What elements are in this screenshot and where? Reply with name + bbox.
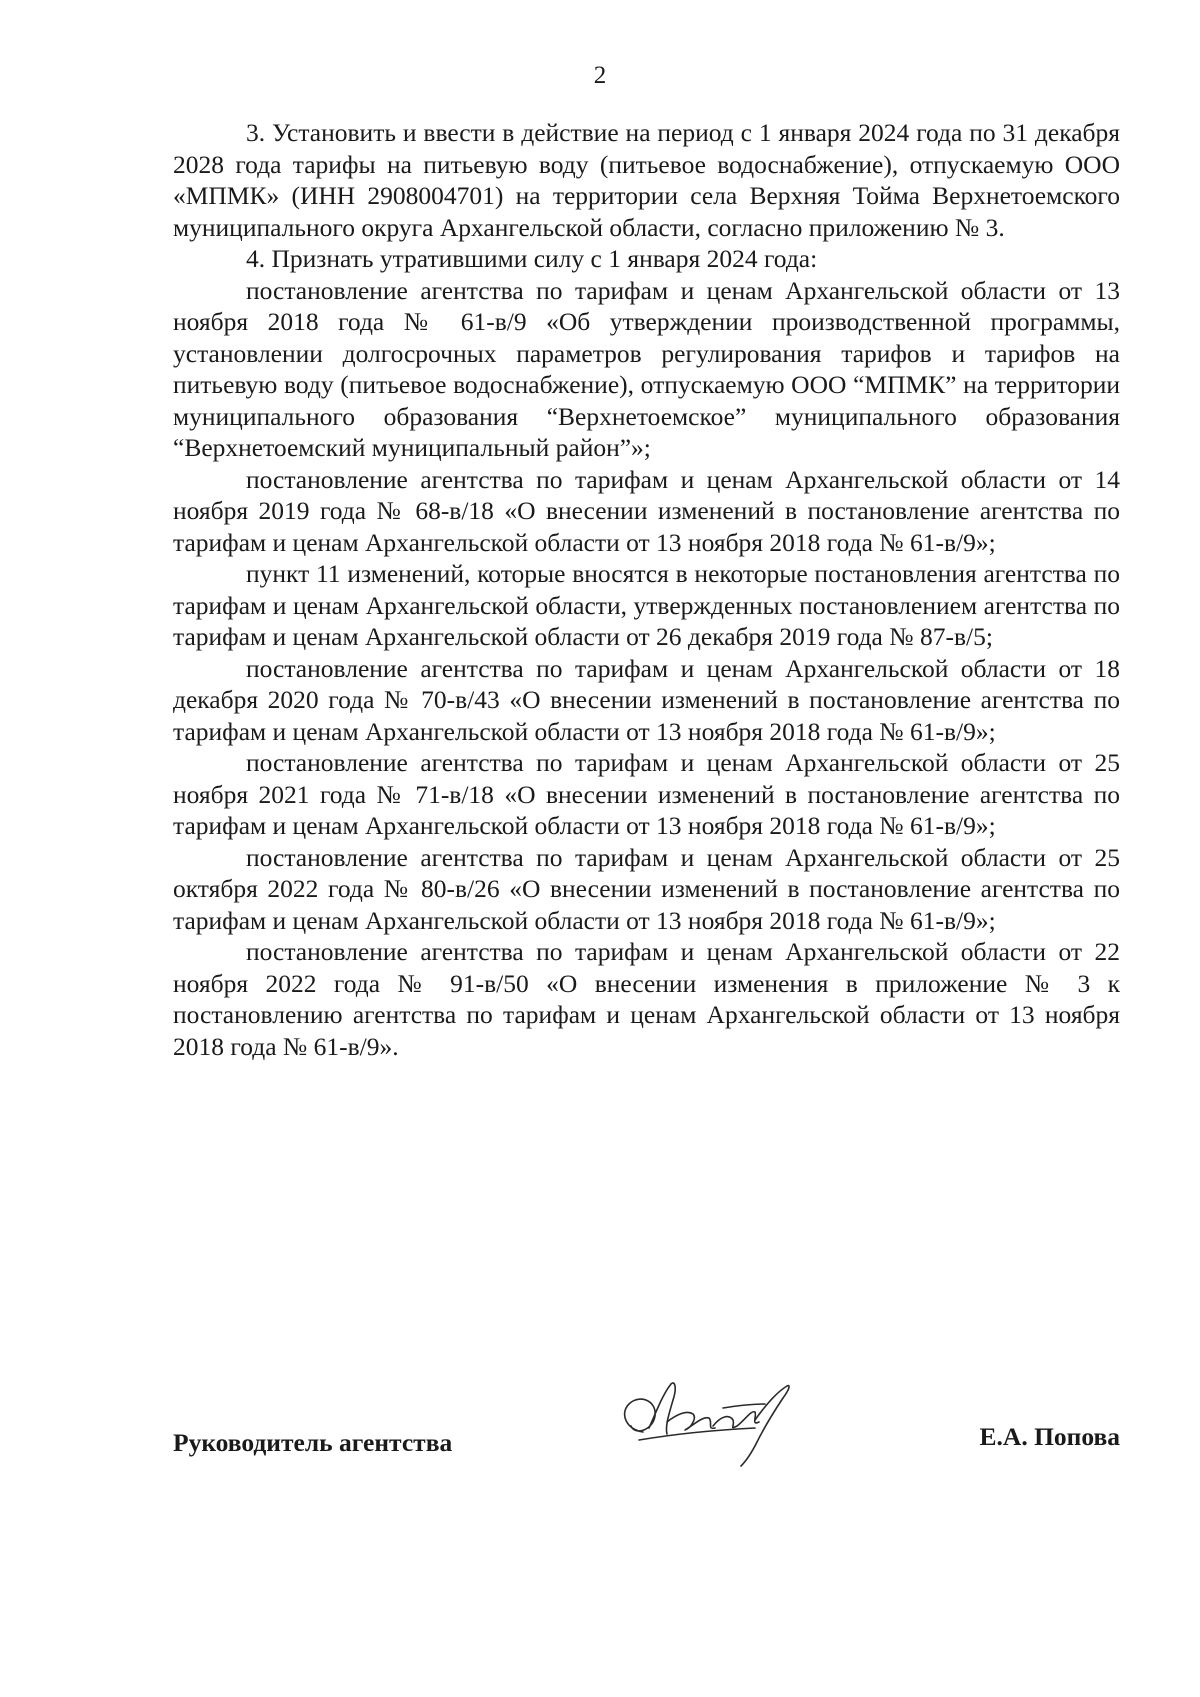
paragraph-item-4: 4. Признать утратившими силу с 1 января 2024 года:	[246, 244, 818, 273]
repealed-act-7: постановление агентства по тарифам и ценам Архангельской области от 22 ноября 2022 года № 91-в/50 «О внесении изменения в приложение № 3 к постановлению агентства по тарифам и ценам Архангельской области от 13 ноября 2018 года № 61-в/9».	[173, 937, 1120, 1061]
signatory-name: Е.А. Попова	[979, 1422, 1120, 1451]
repealed-act-5: постановление агентства по тарифам и ценам Архангельской области от 25 ноября 2021 года № 71-в/18 «О внесении изменений в постановление агентства по тарифам и ценам Архангельской области от 13 ноября 2018 года № 61-в/9»;	[173, 748, 1120, 840]
repealed-act-1: постановление агентства по тарифам и ценам Архангельской области от 13 ноября 2018 года № 61-в/9 «Об утверждении производственной программы, установлении долгосрочных параметров регулирования тарифов и тарифов на питьевую воду (питьевое водоснабжение), отпускаемую ООО “МПМК” на территории муниципального образования “Верхнетоемское” муниципального образования “Верхнетоемский муниципальный район”»;	[173, 275, 1120, 462]
paragraph-item-3: 3. Установить и ввести в действие на период с 1 января 2024 года по 31 декабря 2028 года тарифы на питьевую воду (питьевое водоснабжение), отпускаемую ООО «МПМК» (ИНН 2908004701) на территории села Верхняя Тойма Верхнетоемского муниципального округа Архангельской области, согласно приложению № 3.	[173, 118, 1120, 242]
repealed-act-3: пункт 11 изменений, которые вносятся в некоторые постановления агентства по тарифам и ценам Архангельской области, утвержденных постановлением агентства по тарифам и ценам Архангельской области от 26 декабря 2019 года № 87-в/5;	[173, 559, 1120, 651]
repealed-act-2: постановление агентства по тарифам и ценам Архангельской области от 14 ноября 2019 года № 68-в/18 «О внесении изменений в постановление агентства по тарифам и ценам Архангельской области от 13 ноября 2018 года № 61-в/9»;	[173, 464, 1120, 557]
document-body	[173, 117, 1120, 1062]
repealed-act-6: постановление агентства по тарифам и ценам Архангельской области от 25 октября 2022 года № 80-в/26 «О внесении изменений в постановление агентства по тарифам и ценам Архангельской области от 13 ноября 2018 года № 61-в/9»;	[173, 842, 1120, 935]
handwritten-signature	[605, 1370, 805, 1470]
page-number: 2	[593, 62, 607, 89]
repealed-act-4: постановление агентства по тарифам и ценам Архангельской области от 18 декабря 2020 года № 70-в/43 «О внесении изменений в постановление агентства по тарифам и ценам Архангельской области от 13 ноября 2018 года № 61-в/9»;	[173, 653, 1120, 746]
signatory-title: Руководитель агентства	[173, 1428, 453, 1457]
